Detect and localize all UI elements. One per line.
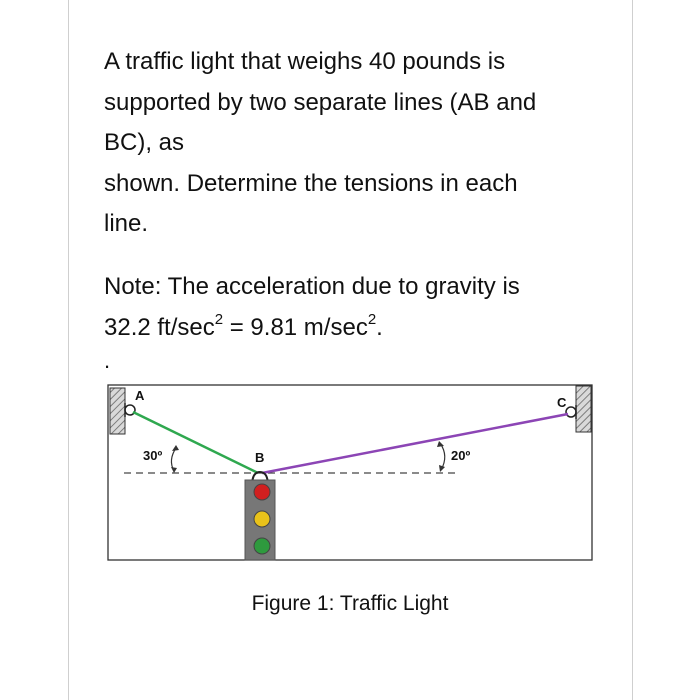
- label-b: B: [255, 450, 265, 465]
- problem-line: shown. Determine the tensions in each: [104, 169, 518, 197]
- stray-dot: .: [104, 348, 111, 373]
- note-text: .: [376, 313, 383, 341]
- cable-ab: [133, 412, 258, 473]
- note-line: Note: The acceleration due to gravity is: [104, 273, 520, 300]
- angle-label-30: 30º: [143, 448, 163, 463]
- right-wall: [576, 386, 591, 432]
- traffic-light: [245, 472, 275, 560]
- angle-arc-20: [437, 441, 445, 472]
- note-text: 32.2 ft/sec: [104, 313, 215, 341]
- angle-label-20: 20º: [451, 448, 471, 463]
- traffic-light-green: [254, 538, 270, 554]
- traffic-light-red: [254, 484, 270, 500]
- problem-line: line.: [104, 210, 149, 237]
- superscript: 2: [367, 310, 377, 328]
- label-a: A: [135, 388, 145, 403]
- problem-line: A traffic light that weighs 40 pounds is: [104, 48, 506, 75]
- problem-line: BC), as: [104, 129, 185, 156]
- label-c: C: [557, 395, 567, 410]
- note-text: = 9.81 m/sec: [223, 313, 368, 341]
- figure-caption: Figure 1: Traffic Light: [251, 592, 449, 615]
- anchor-a: [125, 403, 135, 417]
- left-wall: [110, 388, 125, 434]
- problem-line: supported by two separate lines (AB and: [104, 88, 537, 116]
- angle-arc-30: [171, 445, 179, 473]
- figure-frame: [108, 385, 592, 560]
- cable-bc: [262, 414, 568, 473]
- anchor-c: [566, 405, 576, 419]
- superscript: 2: [214, 310, 224, 328]
- traffic-light-yellow: [254, 511, 270, 527]
